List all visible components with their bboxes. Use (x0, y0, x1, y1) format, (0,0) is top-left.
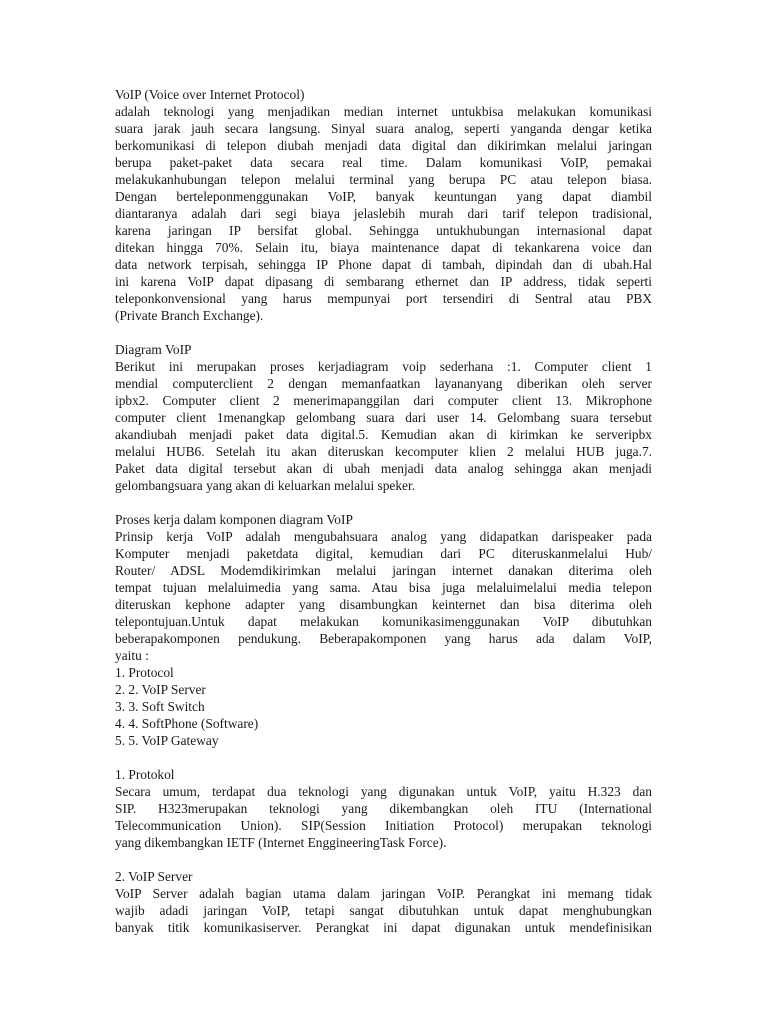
text-line: 2. 2. VoIP Server (115, 682, 206, 697)
blank-line (115, 851, 652, 868)
text-line: ditekan hingga 70%. Selain itu, biaya maintenance dapat di tekankarena voice dan (115, 240, 652, 255)
text-line: Dengan berteleponmenggunakan VoIP, banyak keuntungan yang dapat diambil (115, 189, 652, 204)
text-line: ini karena VoIP dapat dipasang di sembarang ethernet dan IP address, tidak seperti (115, 274, 652, 289)
text-line: banyak titik komunikasiserver. Perangkat ini dapat digunakan untuk mendefinisikan (115, 920, 652, 935)
text-line: Telecommunication Union). SIP(Session Initiation Protocol) merupakan teknologi (115, 818, 652, 833)
text-line: berupa paket-paket data secara real time. Dalam komunikasi VoIP, pemakai (115, 155, 652, 170)
text-line: Proses kerja dalam komponen diagram VoIP (115, 512, 353, 527)
text-line: mendial computerclient 2 dengan memanfaatkan layananyang diberikan oleh server (115, 376, 652, 391)
text-line: teleponkonvensional yang harus mempunyai port tersendiri di Sentral atau PBX (115, 291, 652, 306)
text-line: 2. VoIP Server (115, 869, 193, 884)
text-line: yang dikembangkan IETF (Internet EnggineeringTask Force). (115, 835, 447, 850)
text-line: diteruskan kephone adapter yang disambungkan keinternet dan bisa diterima oleh (115, 597, 652, 612)
blank-line (115, 749, 652, 766)
text-line: computer client 1menangkap gelombang suara dari user 14. Gelombang suara tersebut (115, 410, 652, 425)
text-line: telepontujuan.Untuk dapat melakukan komunikasimenggunakan VoIP dibutuhkan (115, 614, 652, 629)
text-line: Diagram VoIP (115, 342, 192, 357)
text-line: yaitu : (115, 648, 149, 663)
text-line: 1. Protokol (115, 767, 175, 782)
text-line: diantaranya adalah dari segi biaya jelaslebih murah dari tarif telepon tradisional, (115, 206, 652, 221)
text-line: VoIP Server adalah bagian utama dalam jaringan VoIP. Perangkat ini memang tidak (115, 886, 652, 901)
text-line: beberapakomponen pendukung. Beberapakomponen yang harus ada dalam VoIP, (115, 631, 652, 646)
text-line: wajib adadi jaringan VoIP, tetapi sangat dibutuhkan untuk dapat menghubungkan (115, 903, 652, 918)
text-line: (Private Branch Exchange). (115, 308, 264, 323)
text-line: ipbx2. Computer client 2 menerimapanggilan dari computer client 13. Mikrophone (115, 393, 652, 408)
blank-line (115, 324, 652, 341)
text-line: Paket data digital tersebut akan di ubah menjadi data analog sehingga akan menjadi (115, 461, 652, 476)
text-line: Router/ ADSL Modemdikirimkan melalui jaringan internet danakan diterima oleh (115, 563, 652, 578)
text-line: akandiubah menjadi paket data digital.5. Kemudian akan di kirimkan ke serveripbx (115, 427, 652, 442)
text-line: melakukanhubungan telepon melalui terminal yang berupa PC atau telepon biasa. (115, 172, 652, 187)
text-line: 4. 4. SoftPhone (Software) (115, 716, 259, 731)
text-line: SIP. H323merupakan teknologi yang dikembangkan oleh ITU (International (115, 801, 652, 816)
text-line: berkomunikasi di telepon diubah menjadi data digital dan dikirimkan melalui jaringan (115, 138, 652, 153)
text-line: data network terpisah, sehingga IP Phone dapat di tambah, dipindah dan di ubah.Hal (115, 257, 652, 272)
text-line: 1. Protocol (115, 665, 174, 680)
text-line: 5. 5. VoIP Gateway (115, 733, 219, 748)
text-line: adalah teknologi yang menjadikan median internet untukbisa melakukan komunikasi (115, 104, 652, 119)
text-line: Prinsip kerja VoIP adalah mengubahsuara analog yang didapatkan darispeaker pada (115, 529, 652, 544)
text-line: tempat tujuan melaluimedia yang sama. Atau bisa juga melaluimelalui media telepon (115, 580, 652, 595)
text-line: karena jaringan IP bersifat global. Sehingga untukhubungan internasional dapat (115, 223, 652, 238)
text-line: Komputer menjadi paketdata digital, kemudian dari PC diteruskanmelalui Hub/ (115, 546, 652, 561)
text-line: 3. 3. Soft Switch (115, 699, 205, 714)
document-page (115, 86, 652, 936)
text-line: Secara umum, terdapat dua teknologi yang digunakan untuk VoIP, yaitu H.323 dan (115, 784, 652, 799)
text-line: melalui HUB6. Setelah itu akan diteruskan kecomputer klien 2 melalui HUB juga.7. (115, 444, 652, 459)
text-line: suara jarak jauh secara langsung. Sinyal suara analog, seperti yanganda dengar ketika (115, 121, 652, 136)
text-line: Berikut ini merupakan proses kerjadiagram voip sederhana :1. Computer client 1 (115, 359, 652, 374)
text-line: gelombangsuara yang akan di keluarkan melalui speker. (115, 478, 416, 493)
text-line: VoIP (Voice over Internet Protocol) (115, 87, 305, 102)
blank-line (115, 494, 652, 511)
